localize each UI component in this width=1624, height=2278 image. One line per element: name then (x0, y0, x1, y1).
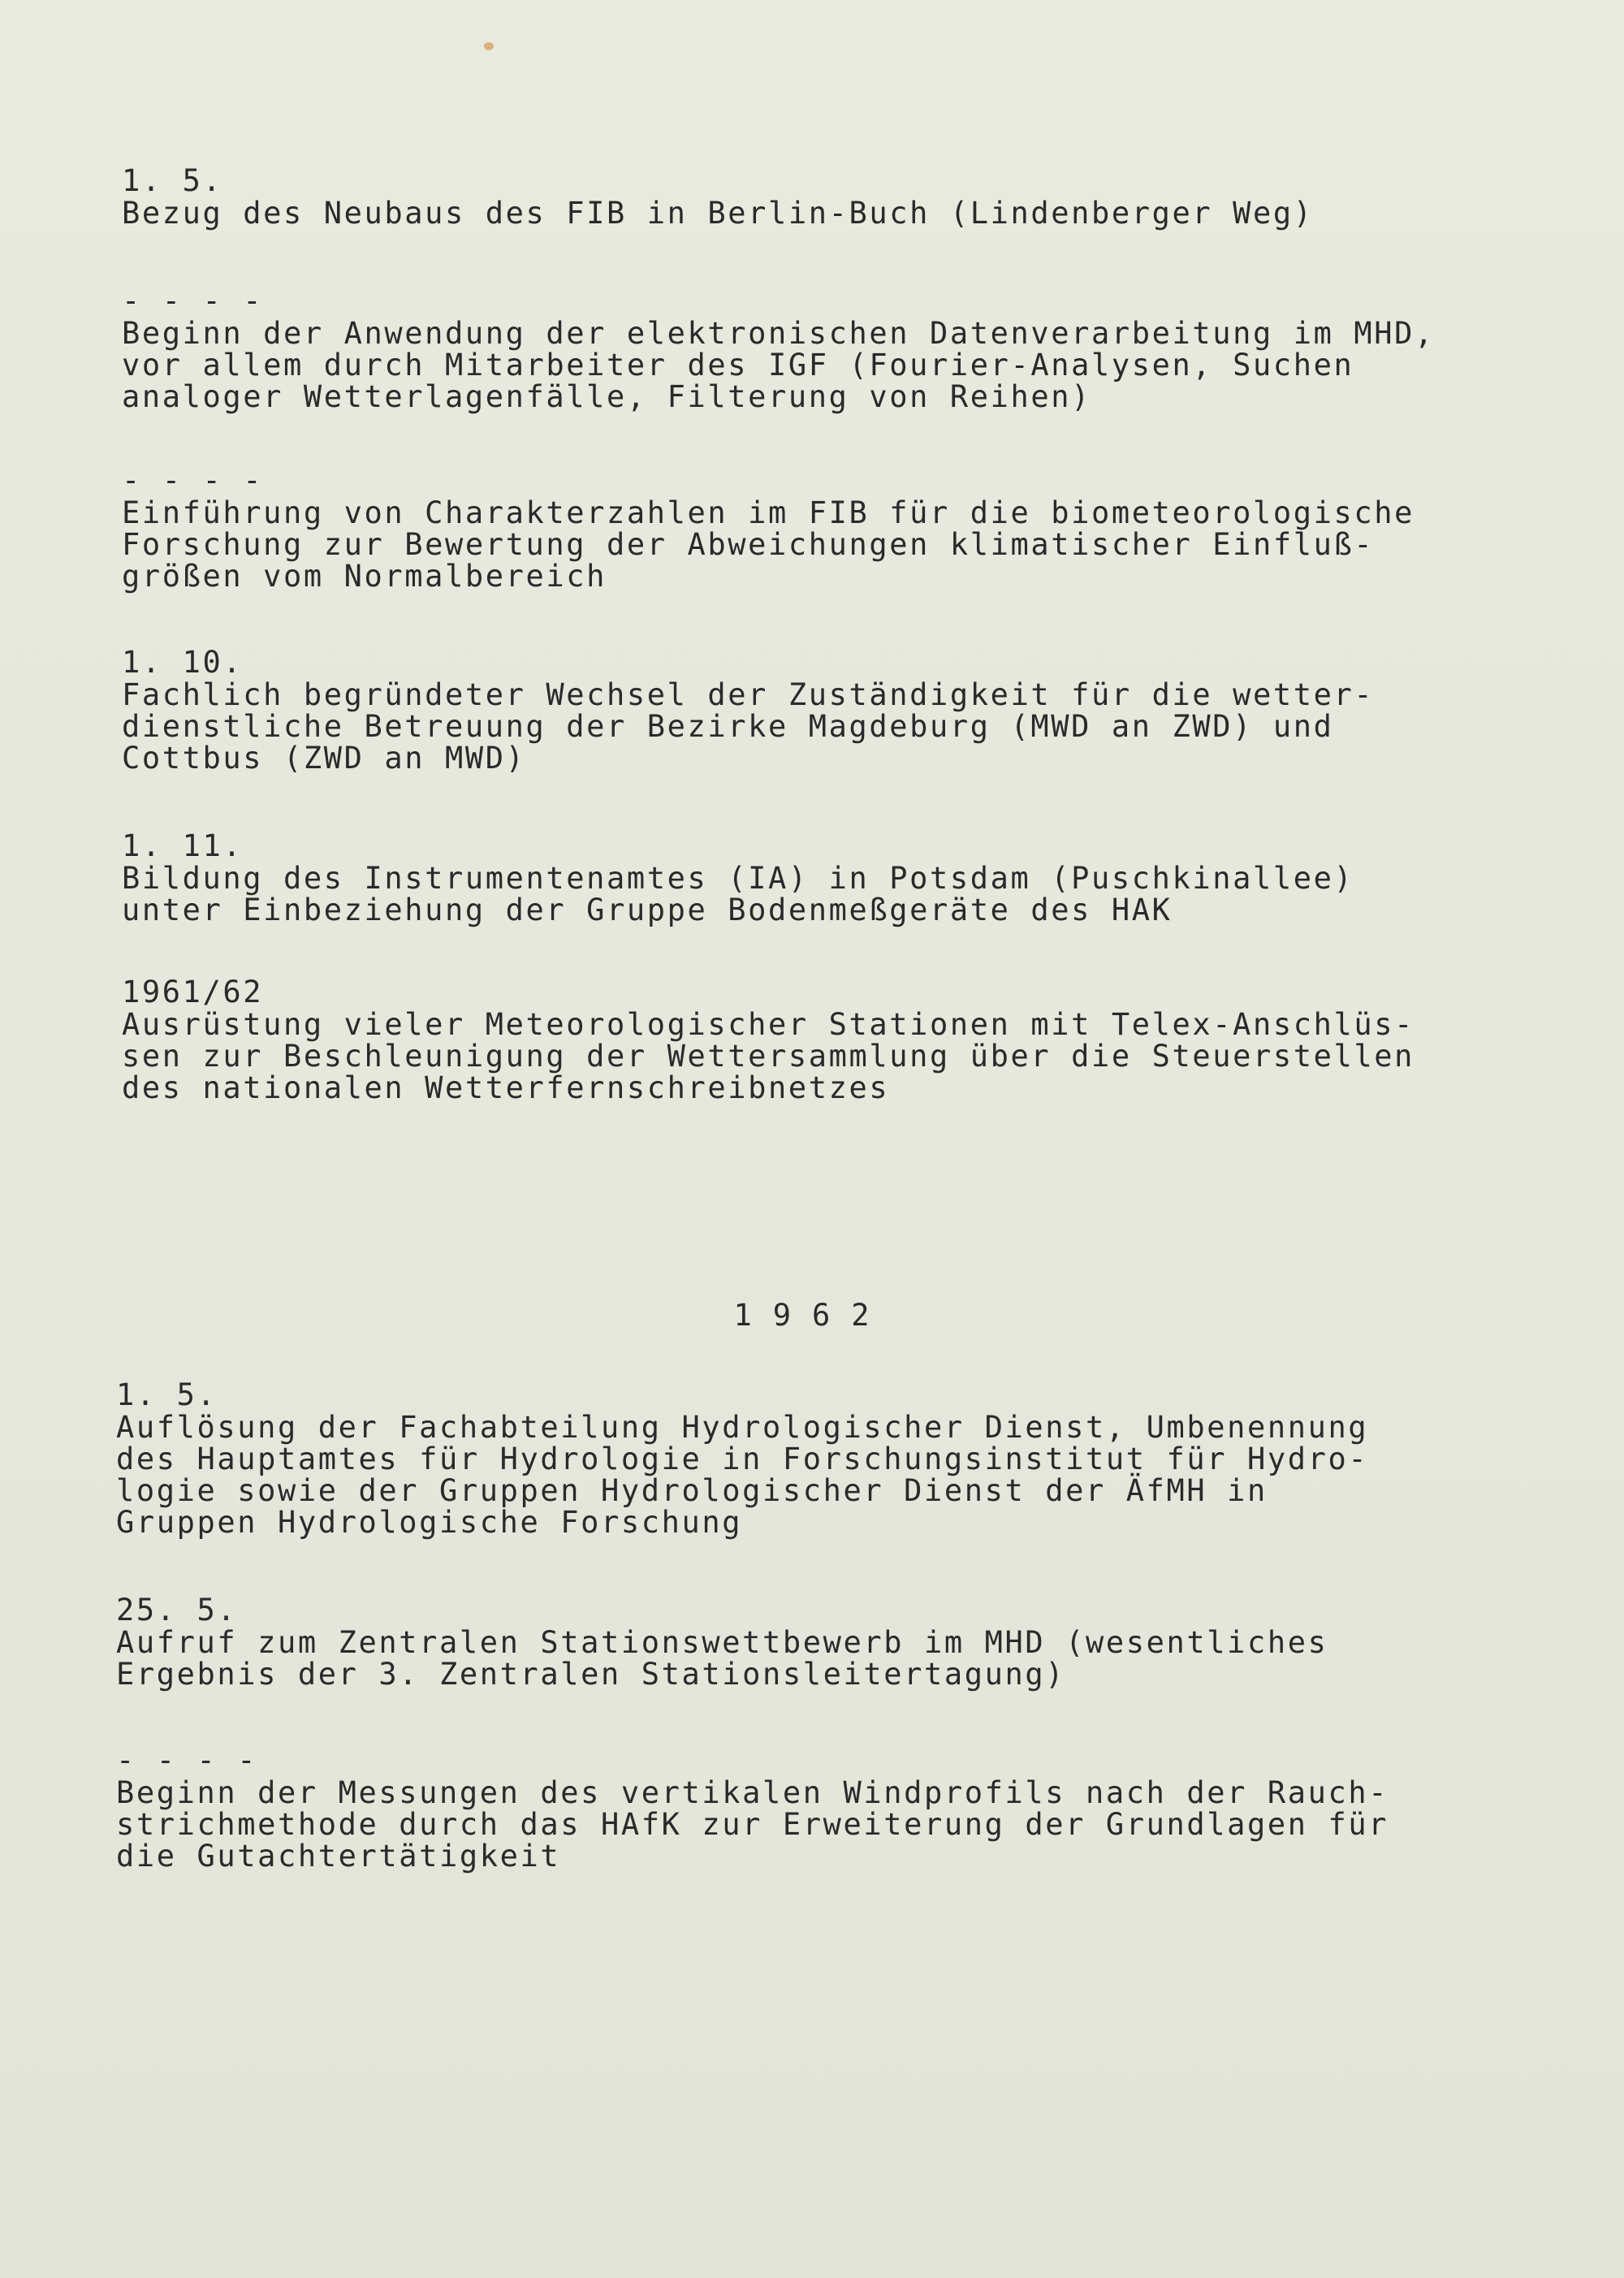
year-heading: 1962 (733, 1298, 891, 1333)
entry-charakterzahlen (122, 465, 1502, 592)
entry-date: 1. 5. (116, 1377, 218, 1412)
entry-date: - - - - (116, 1743, 258, 1778)
entry-1961-11-01 (122, 830, 1502, 926)
entry-text-line: Einführung von Charakterzahlen im FIB für die biometeorologische (122, 495, 1415, 530)
entry-text-line: Beginn der Messungen des vertikalen Windprofils nach der Rauch- (116, 1775, 1389, 1810)
entry-date: 1961/62 (122, 975, 264, 1009)
entry-text-line: strichmethode durch das HAfK zur Erweiterung der Grundlagen für (116, 1807, 1389, 1842)
entry-text-line: die Gutachtertätigkeit (116, 1839, 561, 1874)
entry-text-line: Cottbus (ZWD an MWD) (122, 741, 526, 776)
entry-1961-10-01 (122, 646, 1502, 774)
entry-windprofil (116, 1744, 1497, 1872)
entry-text-line: Forschung zur Bewertung der Abweichungen klimatischer Einfluß- (122, 527, 1375, 562)
entry-date: 1. 10. (122, 645, 244, 680)
entry-text-line: sen zur Beschleunigung der Wettersammlung über die Steuerstellen (122, 1039, 1415, 1074)
entry-date: - - - - (122, 463, 264, 498)
entry-text-line: Beginn der Anwendung der elektronischen Datenverarbeitung im MHD, (122, 316, 1435, 351)
entry-text-line: größen vom Normalbereich (122, 559, 607, 594)
entry-text-line: Bezug des Neubaus des FIB in Berlin-Buch (Lindenberger Weg) (122, 196, 1314, 231)
entry-edv (122, 285, 1502, 413)
entry-date: 25. 5. (116, 1593, 238, 1627)
entry-1961-05-01 (122, 165, 1502, 229)
entry-text-line: Auflösung der Fachabteilung Hydrologischer Dienst, Umbenennung (116, 1410, 1369, 1445)
entry-text-line: des Hauptamtes für Hydrologie in Forschungsinstitut für Hydro- (116, 1442, 1369, 1476)
entry-text-line: Bildung des Instrumentenamtes (IA) in Potsdam (Puschkinallee) (122, 861, 1354, 896)
entry-1962-05-01 (116, 1379, 1497, 1538)
entry-text-line: unter Einbeziehung der Gruppe Bodenmeßgeräte des HAK (122, 893, 1173, 927)
entry-text-line: vor allem durch Mitarbeiter des IGF (Fourier-Analysen, Suchen (122, 348, 1354, 383)
entry-text-line: Fachlich begründeter Wechsel der Zuständigkeit für die wetter- (122, 677, 1375, 712)
entry-date: 1. 11. (122, 828, 244, 863)
entry-text-line: Aufruf zum Zentralen Stationswettbewerb im MHD (wesentliches (116, 1625, 1328, 1660)
entry-text-line: analoger Wetterlagenfälle, Filterung von Reihen) (122, 379, 1092, 414)
entry-text-line: dienstliche Betreuung der Bezirke Magdeburg (MWD an ZWD) und (122, 709, 1334, 744)
paper-speck (484, 42, 494, 50)
entry-text-line: Ergebnis der 3. Zentralen Stationsleitertagung) (116, 1657, 1066, 1692)
entry-date: - - - - (122, 283, 264, 318)
entry-text-line: Ausrüstung vieler Meteorologischer Stationen mit Telex-Anschlüs- (122, 1007, 1415, 1042)
entry-text-line: Gruppen Hydrologische Forschung (116, 1505, 743, 1540)
entry-1961-62 (122, 976, 1502, 1104)
entry-text-line: logie sowie der Gruppen Hydrologischer Dienst der ÄfMH in (116, 1473, 1268, 1508)
entry-date: 1. 5. (122, 163, 223, 198)
entry-1962-05-25 (116, 1594, 1497, 1690)
entry-text-line: des nationalen Wetterfernschreibnetzes (122, 1070, 890, 1105)
